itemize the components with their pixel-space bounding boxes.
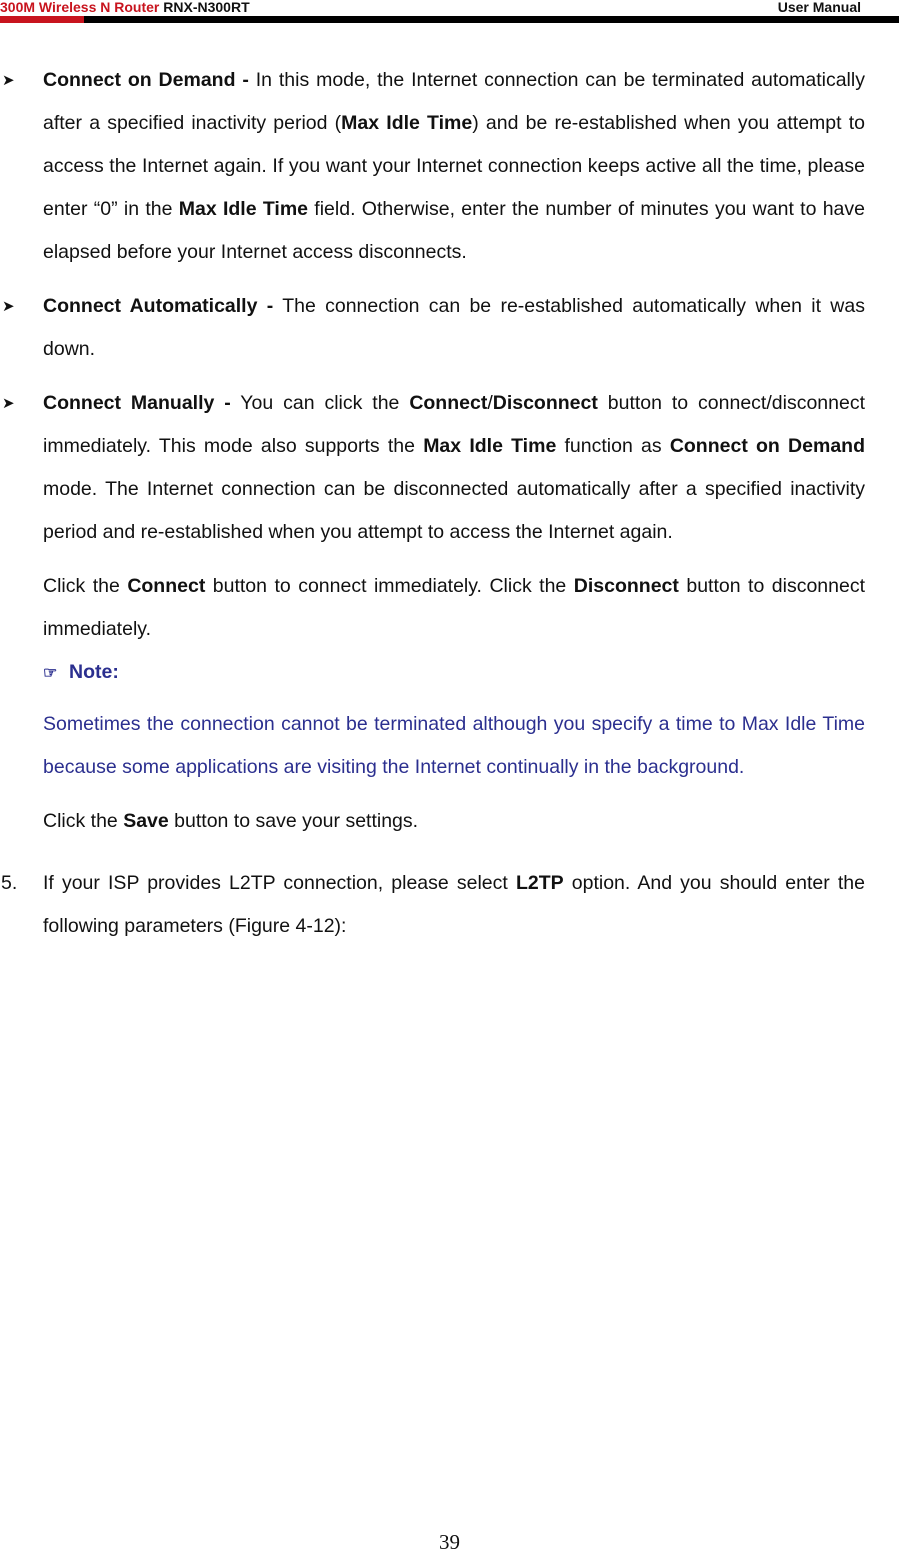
bullet-connect-automatically: ➤ Connect Automatically - The connection can be re-established automatically when it was down. — [0, 285, 899, 371]
step-number: 5. — [1, 872, 18, 894]
page-number: 39 — [439, 1530, 460, 1554]
click-connect-paragraph: Click the Connect button to connect immediately. Click the Disconnect button to disconnect immediately. — [43, 575, 865, 640]
arrow-bullet-icon: ➤ — [2, 298, 15, 315]
page-header — [0, 0, 899, 14]
bullet-title: Connect on Demand - — [43, 69, 249, 91]
note-heading: ☞ Note: — [0, 651, 899, 695]
header-rule — [0, 16, 899, 23]
arrow-bullet-icon: ➤ — [2, 72, 15, 89]
step-5-paragraph: 5. If your ISP provides L2TP connection, please select L2TP option. And you should enter the following parameters (Figure 4-12): — [0, 862, 899, 948]
header-doc-type: User Manual — [777, 0, 861, 15]
pointing-hand-icon: ☞ — [43, 665, 58, 682]
header-rule-accent — [0, 16, 84, 23]
bullet-title: Connect Automatically - — [43, 295, 274, 317]
header-brand: 300M Wireless N Router — [0, 0, 160, 15]
page-body — [0, 59, 899, 948]
header-model: RNX-N300RT — [163, 0, 250, 15]
arrow-bullet-icon: ➤ — [2, 395, 15, 412]
bullet-connect-manually: ➤ Connect Manually - You can click the Connect/Disconnect button to connect/disconnect immediately. This mode also supports the Max Idle Time function as Connect on Demand mode. The Internet connection can be disconnected automatically after a specified inactivity period and re-established when you attempt to access the Internet again. — [0, 382, 899, 554]
save-paragraph: Click the Save button to save your settings. — [43, 810, 419, 832]
bullet-connect-on-demand: ➤ Connect on Demand - In this mode, the Internet connection can be terminated automatically after a specified inactivity period (Max Idle Time) and be re-established when you attempt to access the Internet again. If you want your Internet connection keeps active all the time, please enter “0” in the Max Idle Time field. Otherwise, enter the number of minutes you want to have elapsed before your Internet access disconnects. — [0, 59, 899, 274]
bullet-title: Connect Manually - — [43, 392, 231, 414]
note-text: Sometimes the connection cannot be terminated although you specify a time to Max Idle Time because some applications are visiting the Internet continually in the background. — [43, 713, 865, 778]
